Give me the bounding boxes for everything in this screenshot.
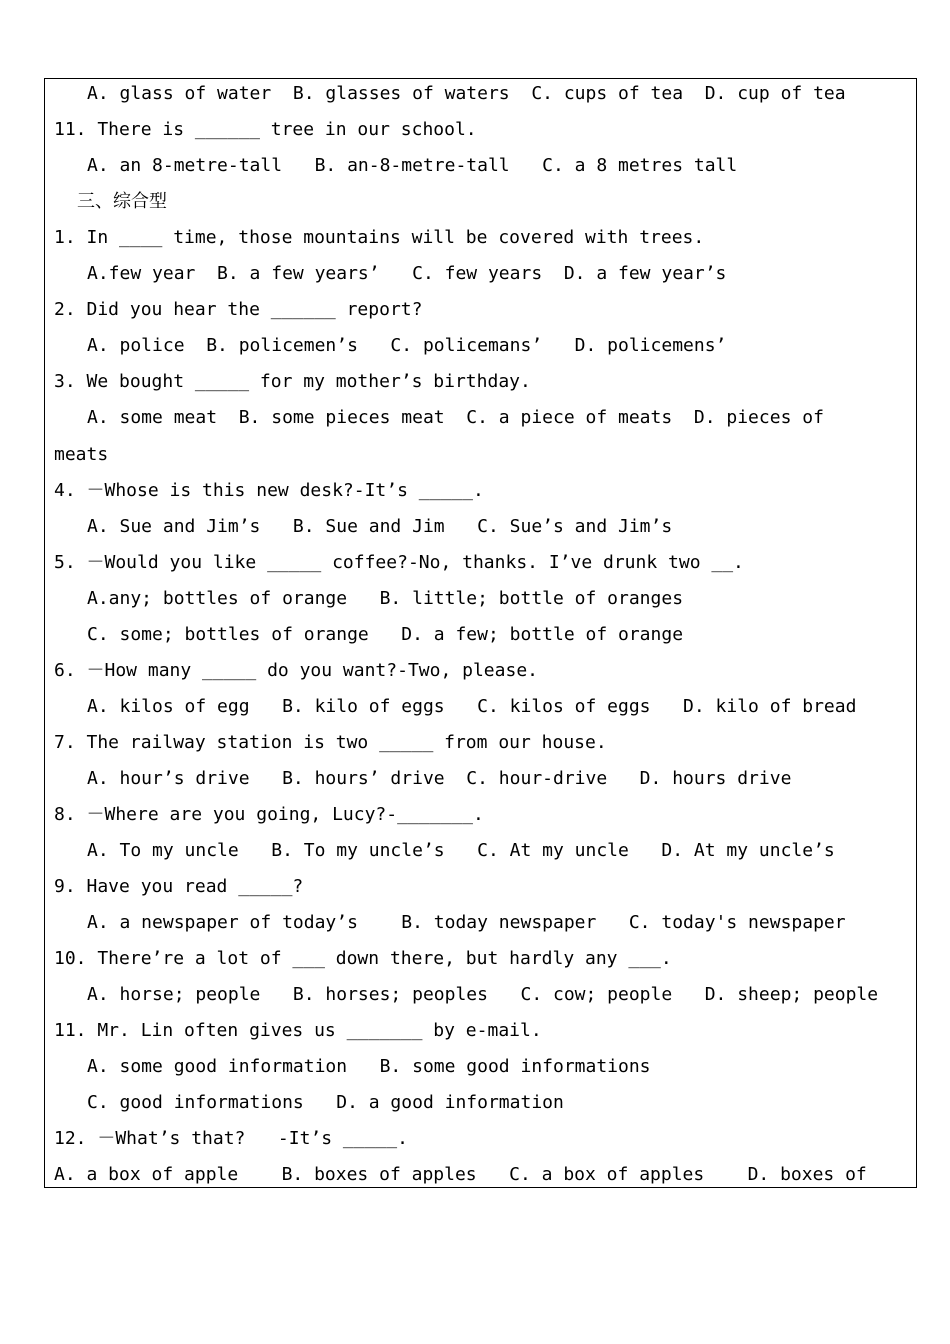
question-line: 11. There is ______ tree in our school.	[54, 119, 477, 140]
option-line: A. some good information B. some good informations	[87, 1056, 651, 1077]
question-line: 3. We bought _____ for my mother’s birthday.	[54, 371, 531, 392]
question-line: 10. There’re a lot of ___ down there, but hardly any ___.	[54, 948, 672, 969]
question-line: 4. －Whose is this new desk?-It’s _____.	[54, 480, 484, 501]
question-line: 6. －How many _____ do you want?-Two, please.	[54, 660, 538, 681]
option-line: C. some; bottles of orange D. a few; bottle of orange	[87, 624, 684, 645]
question-line: 11. Mr. Lin often gives us _______ by e-mail.	[54, 1020, 542, 1041]
option-line: A. a newspaper of today’s B. today newspaper C. today's newspaper	[87, 912, 846, 933]
question-line: meats	[54, 444, 109, 465]
question-line: 7. The railway station is two _____ from our house.	[54, 732, 607, 753]
option-line: C. good informations D. a good information	[87, 1092, 564, 1113]
option-line: A. glass of water B. glasses of waters C. cups of tea D. cup of tea	[87, 83, 846, 104]
option-line: A. To my uncle B. To my uncle’s C. At my uncle D. At my uncle’s	[87, 840, 835, 861]
option-line: A.any; bottles of orange B. little; bottle of oranges	[87, 588, 684, 609]
option-line: A. an 8-metre-tall B. an-8-metre-tall C. a 8 metres tall	[87, 155, 738, 176]
option-line: A. Sue and Jim’s B. Sue and Jim C. Sue’s and Jim’s	[87, 516, 673, 537]
section-heading: 三、综合型	[77, 191, 167, 212]
question-line: 2. Did you hear the ______ report?	[54, 299, 423, 320]
option-line: A.few year B. a few years’ C. few years D. a few year’s	[87, 263, 727, 284]
option-line: A. police B. policemen’s C. policemans’ D. policemens’	[87, 335, 727, 356]
question-line: A. a box of apple B. boxes of apples C. a box of apples D. boxes of	[54, 1164, 867, 1185]
question-box	[44, 78, 917, 1188]
option-line: A. kilos of egg B. kilo of eggs C. kilos of eggs D. kilo of bread	[87, 696, 857, 717]
question-line: 5. －Would you like _____ coffee?-No, thanks. I’ve drunk two __.	[54, 552, 744, 573]
question-line: 12. －What’s that? -It’s _____.	[54, 1128, 408, 1149]
option-line: A. hour’s drive B. hours’ drive C. hour-drive D. hours drive	[87, 768, 792, 789]
option-line: A. some meat B. some pieces meat C. a piece of meats D. pieces of	[87, 407, 824, 428]
question-line: 1. In ____ time, those mountains will be covered with trees.	[54, 227, 705, 248]
question-line: 9. Have you read _____?	[54, 876, 304, 897]
question-line: 8. －Where are you going, Lucy?-_______.	[54, 804, 484, 825]
option-line: A. horse; people B. horses; peoples C. cow; people D. sheep; people	[87, 984, 879, 1005]
